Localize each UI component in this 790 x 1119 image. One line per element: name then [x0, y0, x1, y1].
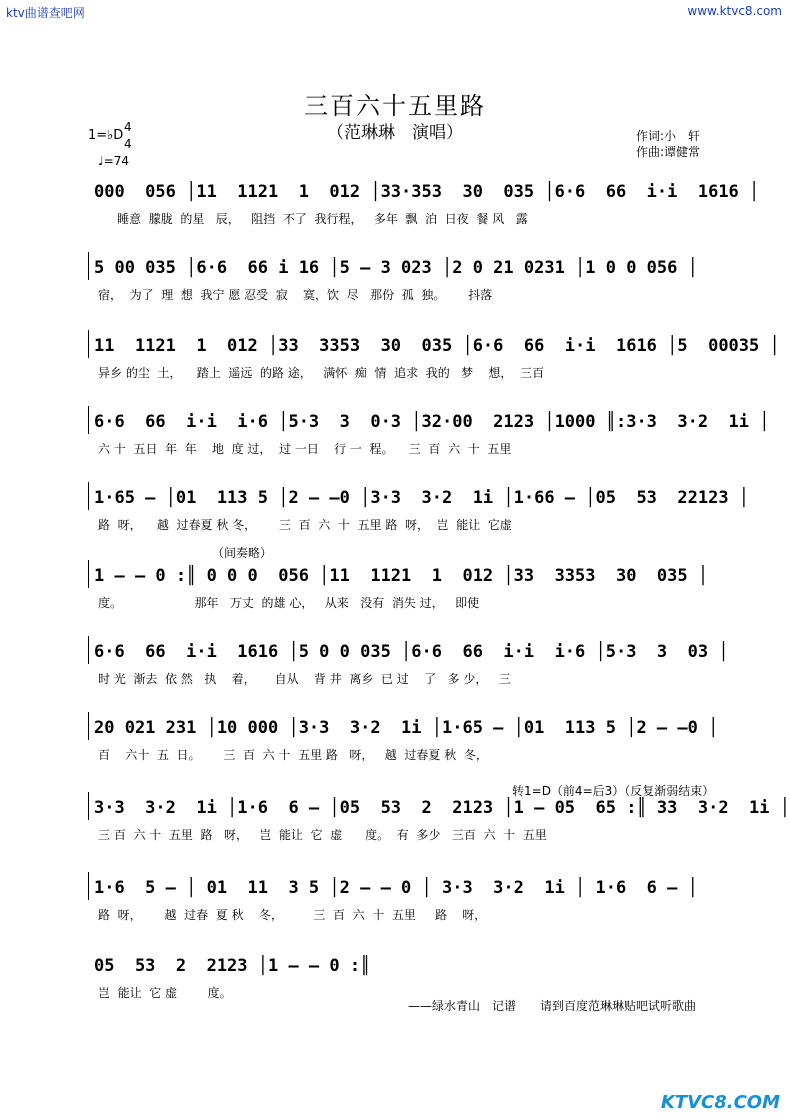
modulation-note: 转1=D（前4=后3）（反复渐弱结束）: [512, 784, 715, 798]
notation-line: 5 00 035 │6·6 66 i 16 │5 – 3 023 │2 0 21 0231 │1 0 0 056 │: [94, 258, 698, 278]
notation-line: 6·6 66 i·i i·6 │5·3 3 0·3 │32·00 2123 │1000 ║:3·3 3·2 1i │: [94, 412, 770, 432]
system-start-line: [88, 560, 89, 588]
system-start-line: [88, 482, 89, 510]
lyric-line: 三 百 六 十 五里 路 呀， 岂 能让 它 虚 度。 有 多少 三百 六 十 五里: [98, 828, 547, 842]
system-start-line: [88, 406, 89, 434]
system-start-line: [88, 792, 89, 820]
song-title: 三百六十五里路: [304, 92, 486, 120]
system-start-line: [88, 636, 89, 664]
lyric-line: 六 十 五日 年 年 地 度 过， 过 一日 行 一 程。 三 百 六 十 五里: [98, 442, 512, 456]
composer-credit: 作曲:谭健常: [636, 145, 701, 159]
notation-line: 11 1121 1 012 │33 3353 30 035 │6·6 66 i·i 1616 │5 00035 │: [94, 336, 780, 356]
listen-note: 请到百度范琳琳贴吧试听歌曲: [540, 999, 697, 1013]
notation-line: 1·65 – │01 113 5 │2 – –0 │3·3 3·2 1i │1·66 – │05 53 22123 │: [94, 488, 750, 508]
lyric-line: 路 呀， 越 过春 夏 秋 冬， 三 百 六 十 五里 路 呀，: [98, 908, 487, 922]
key-signature: 1=♭D: [88, 128, 124, 143]
system-start-line: [88, 330, 89, 358]
notation-line: 3·3 3·2 1i │1·6 6 – │05 53 2 2123 │1 – 05 65 :║ 33 3·2 1i │: [94, 798, 790, 818]
lyricist-credit: 作词:小 轩: [636, 129, 701, 143]
watermark-logo: KTVC8.COM: [660, 1092, 780, 1113]
notation-line: 000 056 │11 1121 1 012 │33·353 30 035 │6·6 66 i·i 1616 │: [94, 182, 760, 202]
lyric-line: 岂 能让 它 虚 度。: [98, 986, 232, 1000]
lyric-line: 睡意 朦胧 的星 辰， 阻挡 不了 我行程， 多年 飘 泊 日夜 餐 风 露: [98, 212, 528, 226]
notation-line: 1 – – 0 :║ 0 0 0 056 │11 1121 1 012 │33 3353 30 035 │: [94, 566, 709, 586]
notation-line: 05 53 2 2123 │1 – – 0 :║: [94, 956, 371, 976]
system-start-line: [88, 252, 89, 280]
lyric-line: 路 呀， 越 过春夏 秋 冬， 三 百 六 十 五里 路 呀， 岂 能让 它虚: [98, 518, 512, 532]
site-name-left[interactable]: ktv曲谱查吧网: [6, 6, 85, 20]
notation-line: 20 021 231 │10 000 │3·3 3·2 1i │1·65 – │01 113 5 │2 – –0 │: [94, 718, 719, 738]
system-start-line: [88, 712, 89, 740]
time-signature-top: 4: [124, 120, 132, 134]
interlude-note: （间奏略）: [212, 546, 273, 560]
system-start-line: [88, 872, 89, 900]
lyric-line: 度。 那年 万丈 的雄 心， 从来 没有 消失 过， 即使: [98, 596, 480, 610]
lyric-line: 百 六十 五 日。 三 百 六 十 五里 路 呀， 越 过春夏 秋 冬，: [98, 748, 488, 762]
notation-line: 6·6 66 i·i 1616 │5 0 0 035 │6·6 66 i·i i·6 │5·3 3 03 │: [94, 642, 729, 662]
lyric-line: 异乡 的尘 土， 踏上 遥远 的路 途， 满怀 痴 情 追求 我的 梦 想， 三百: [98, 366, 545, 380]
site-url-right[interactable]: www.ktvc8.com: [687, 4, 782, 18]
tempo-marking: ♩=74: [98, 154, 129, 168]
lyric-line: 宿， 为了 理 想 我宁 愿 忍受 寂 寞，饮 尽 那份 孤 独。 抖落: [98, 288, 493, 302]
time-signature-bottom: 4: [124, 137, 132, 151]
transcriber-credit: ——绿水青山 记谱: [408, 999, 517, 1013]
lyric-line: 时 光 渐去 依 然 执 着， 自从 背 井 离乡 已 过 了 多 少， 三: [98, 672, 511, 686]
song-subtitle: （范琳琳 演唱）: [327, 123, 463, 143]
notation-line: 1·6 5 – │ 01 11 3 5 │2 – – 0 │ 3·3 3·2 1i │ 1·6 6 – │: [94, 878, 698, 898]
